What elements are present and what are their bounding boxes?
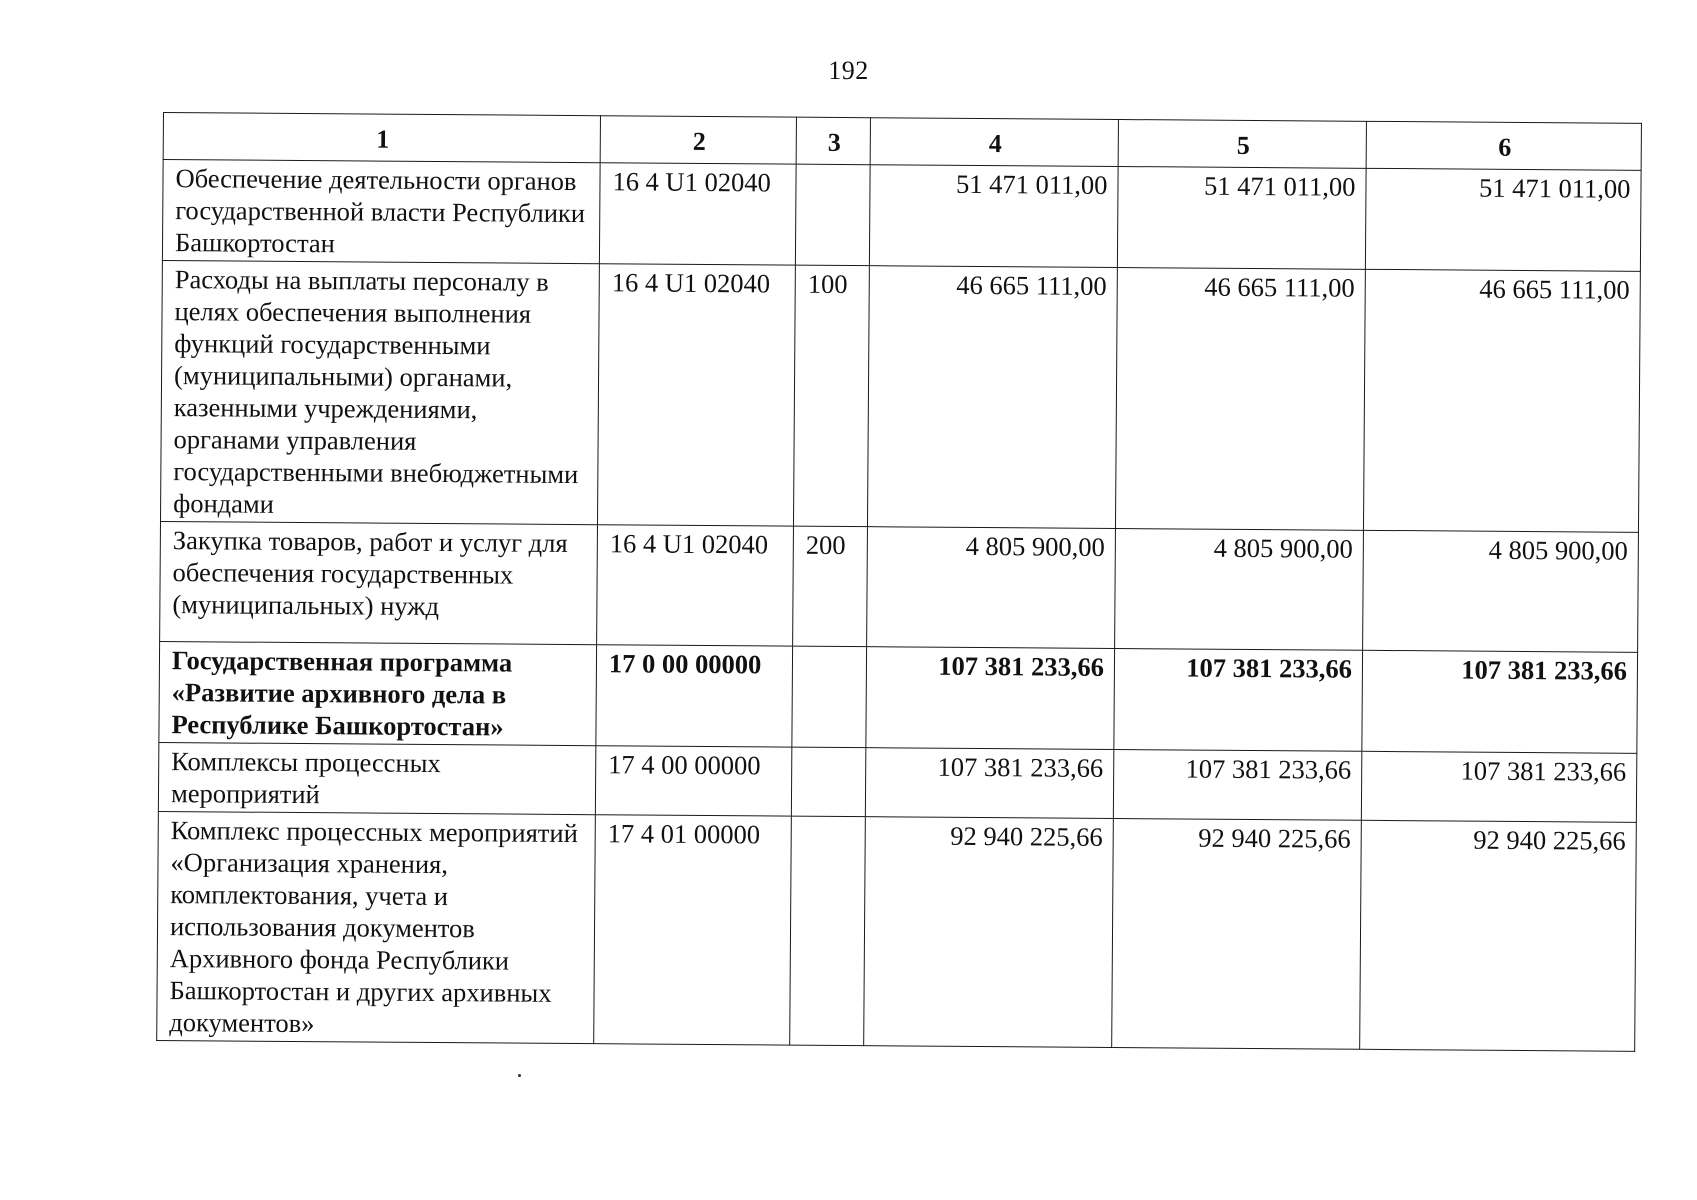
scan-speck	[518, 1074, 521, 1077]
table-row	[158, 742, 1636, 822]
column-header-3: 3	[796, 117, 870, 165]
row-name: Комплексы процессных мероприятий	[158, 742, 595, 814]
table-row-program	[159, 641, 1638, 753]
row-amount-4: 107 381 233,66	[866, 647, 1115, 750]
row-amount-6: 107 381 233,66	[1362, 650, 1638, 753]
column-header-2: 2	[600, 116, 796, 164]
row-code: 16 4 U1 02040	[599, 163, 796, 265]
row-name: Расходы на выплаты персоналу в целях обеспечения выполнения функций государственными (муниципальными) органами, казенными учреждениями, органами управления государственными внебюджетными фондами	[160, 260, 599, 524]
budget-table-container	[156, 112, 1641, 1052]
row-amount-4: 46 665 111,00	[867, 266, 1117, 529]
row-amount-4: 92 940 225,66	[864, 817, 1114, 1048]
table-row	[162, 160, 1641, 272]
row-amount-6: 46 665 111,00	[1363, 269, 1640, 532]
row-amount-5: 107 381 233,66	[1114, 648, 1363, 751]
column-header-4: 4	[870, 118, 1118, 167]
row-code: 17 0 00 00000	[596, 645, 793, 747]
column-header-1: 1	[163, 113, 600, 163]
row-expense-type: 200	[793, 526, 868, 647]
row-expense-type	[790, 816, 866, 1046]
table-row	[160, 521, 1639, 652]
row-amount-6: 4 805 900,00	[1363, 530, 1639, 652]
row-code: 17 4 00 00000	[595, 746, 792, 816]
row-code: 17 4 01 00000	[594, 815, 792, 1045]
row-amount-4: 107 381 233,66	[865, 748, 1113, 819]
row-name: Закупка товаров, работ и услуг для обеспечения государственных (муниципальных) нужд	[160, 521, 598, 644]
row-amount-5: 92 940 225,66	[1112, 818, 1362, 1049]
row-amount-4: 4 805 900,00	[867, 527, 1116, 649]
row-expense-type: 100	[793, 265, 869, 527]
row-expense-type	[795, 164, 870, 266]
row-expense-type	[792, 646, 867, 748]
row-amount-5: 51 471 011,00	[1117, 167, 1366, 270]
row-amount-4: 51 471 011,00	[869, 165, 1118, 268]
column-header-5: 5	[1118, 120, 1366, 169]
table-row	[160, 260, 1640, 532]
row-amount-6: 92 940 225,66	[1360, 820, 1637, 1051]
row-amount-5: 107 381 233,66	[1113, 749, 1361, 820]
column-header-6: 6	[1366, 121, 1641, 170]
row-name: Государственная программа «Развитие архивного дела в Республике Башкортостан»	[159, 641, 597, 745]
row-code: 16 4 U1 02040	[597, 264, 795, 526]
row-amount-6: 107 381 233,66	[1361, 751, 1636, 822]
row-amount-5: 4 805 900,00	[1115, 528, 1364, 650]
row-code: 16 4 U1 02040	[597, 525, 794, 646]
row-amount-6: 51 471 011,00	[1365, 168, 1641, 271]
table-row	[157, 811, 1637, 1051]
budget-table	[156, 112, 1642, 1052]
row-name: Комплекс процессных мероприятий «Организация хранения, комплектования, учета и использования документов Архивного фонда Республики Башкортостан и других архивных документов»	[157, 811, 596, 1043]
row-name: Обеспечение деятельности органов государственной власти Республики Башкортостан	[162, 160, 600, 264]
row-amount-5: 46 665 111,00	[1115, 268, 1365, 531]
row-expense-type	[791, 747, 866, 817]
page-number: 192	[828, 56, 869, 85]
